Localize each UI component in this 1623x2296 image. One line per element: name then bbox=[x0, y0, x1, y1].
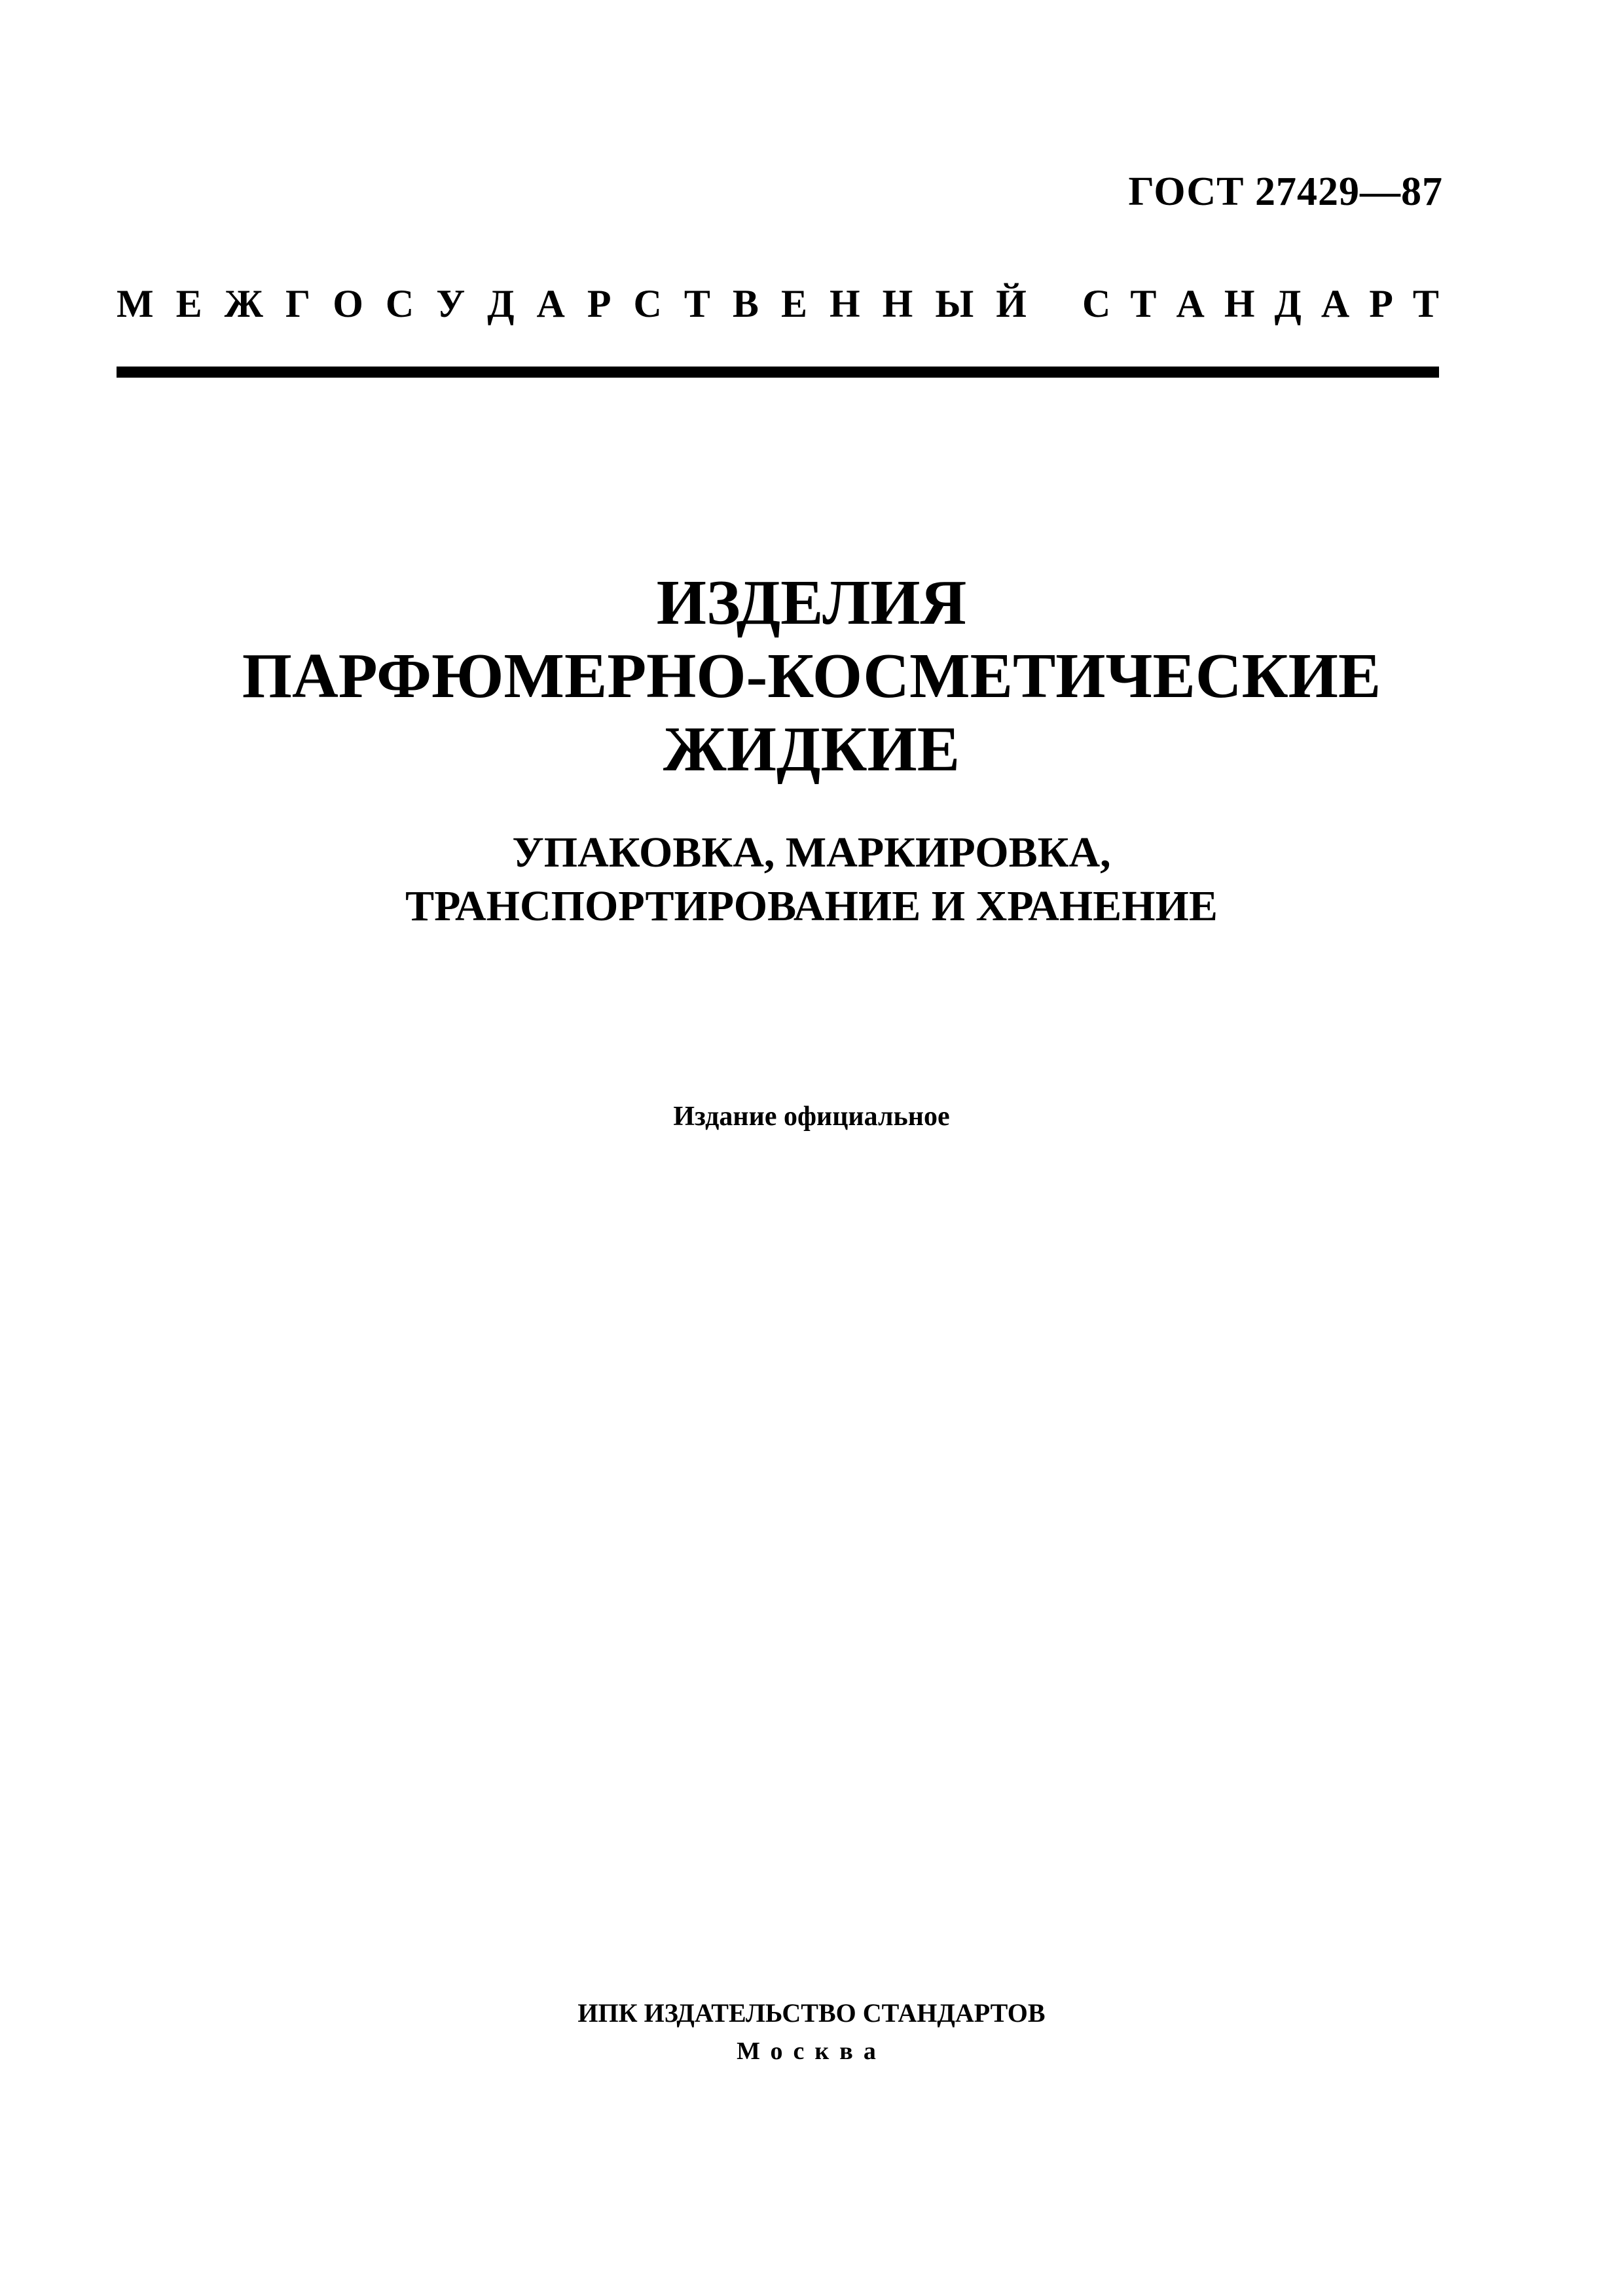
series-letter: В bbox=[732, 282, 759, 325]
subtitle-line-2: ТРАНСПОРТИРОВАНИЕ И ХРАНЕНИЕ bbox=[405, 882, 1218, 930]
series-letter: М bbox=[117, 282, 154, 325]
series-letter: С bbox=[1082, 282, 1111, 325]
series-letter: О bbox=[333, 282, 363, 325]
standard-number: ГОСТ 27429—87 bbox=[1128, 170, 1443, 214]
document-title bbox=[0, 566, 1623, 786]
series-letter: С bbox=[385, 282, 414, 325]
title-line-2: ПАРФЮМЕРНО-КОСМЕТИЧЕСКИЕ bbox=[242, 641, 1381, 711]
series-letter: Д bbox=[1274, 282, 1302, 325]
series-title bbox=[117, 281, 1439, 327]
series-letter: Т bbox=[1130, 282, 1157, 325]
series-letter: Е bbox=[780, 282, 807, 325]
series-letter: Р bbox=[1369, 282, 1393, 325]
title-line-1: ИЗДЕЛИЯ bbox=[656, 567, 967, 638]
series-letter: А bbox=[1176, 282, 1205, 325]
header-rule bbox=[117, 367, 1439, 378]
series-letter: Н bbox=[882, 282, 913, 325]
series-letter: Т bbox=[1412, 282, 1439, 325]
series-letter: У bbox=[436, 282, 465, 325]
document-subtitle bbox=[0, 826, 1623, 933]
series-letter: Р bbox=[587, 282, 611, 325]
series-letter: Н bbox=[1224, 282, 1255, 325]
series-letter: А bbox=[536, 282, 565, 325]
series-letter: С bbox=[633, 282, 662, 325]
publisher-name: ИПК ИЗДАТЕЛЬСТВО СТАНДАРТОВ bbox=[577, 1998, 1046, 2028]
series-letter: Е bbox=[175, 282, 202, 325]
series-letter: Т bbox=[684, 282, 710, 325]
publisher-city: Москва bbox=[737, 2037, 886, 2065]
series-letter: А bbox=[1321, 282, 1350, 325]
series-word-standard bbox=[1082, 281, 1439, 327]
title-line-3: ЖИДКИЕ bbox=[663, 714, 960, 785]
series-letter: Н bbox=[829, 282, 860, 325]
series-letter: Ж bbox=[224, 282, 263, 325]
series-letter: Ы bbox=[935, 282, 974, 325]
edition-note: Издание официальное bbox=[673, 1102, 950, 1132]
series-letter: Д bbox=[487, 282, 515, 325]
series-letter: Й bbox=[996, 282, 1027, 325]
subtitle-line-1: УПАКОВКА, МАРКИРОВКА, bbox=[512, 829, 1111, 876]
series-letter: Г bbox=[285, 282, 311, 325]
series-word-interstate bbox=[117, 281, 1027, 327]
